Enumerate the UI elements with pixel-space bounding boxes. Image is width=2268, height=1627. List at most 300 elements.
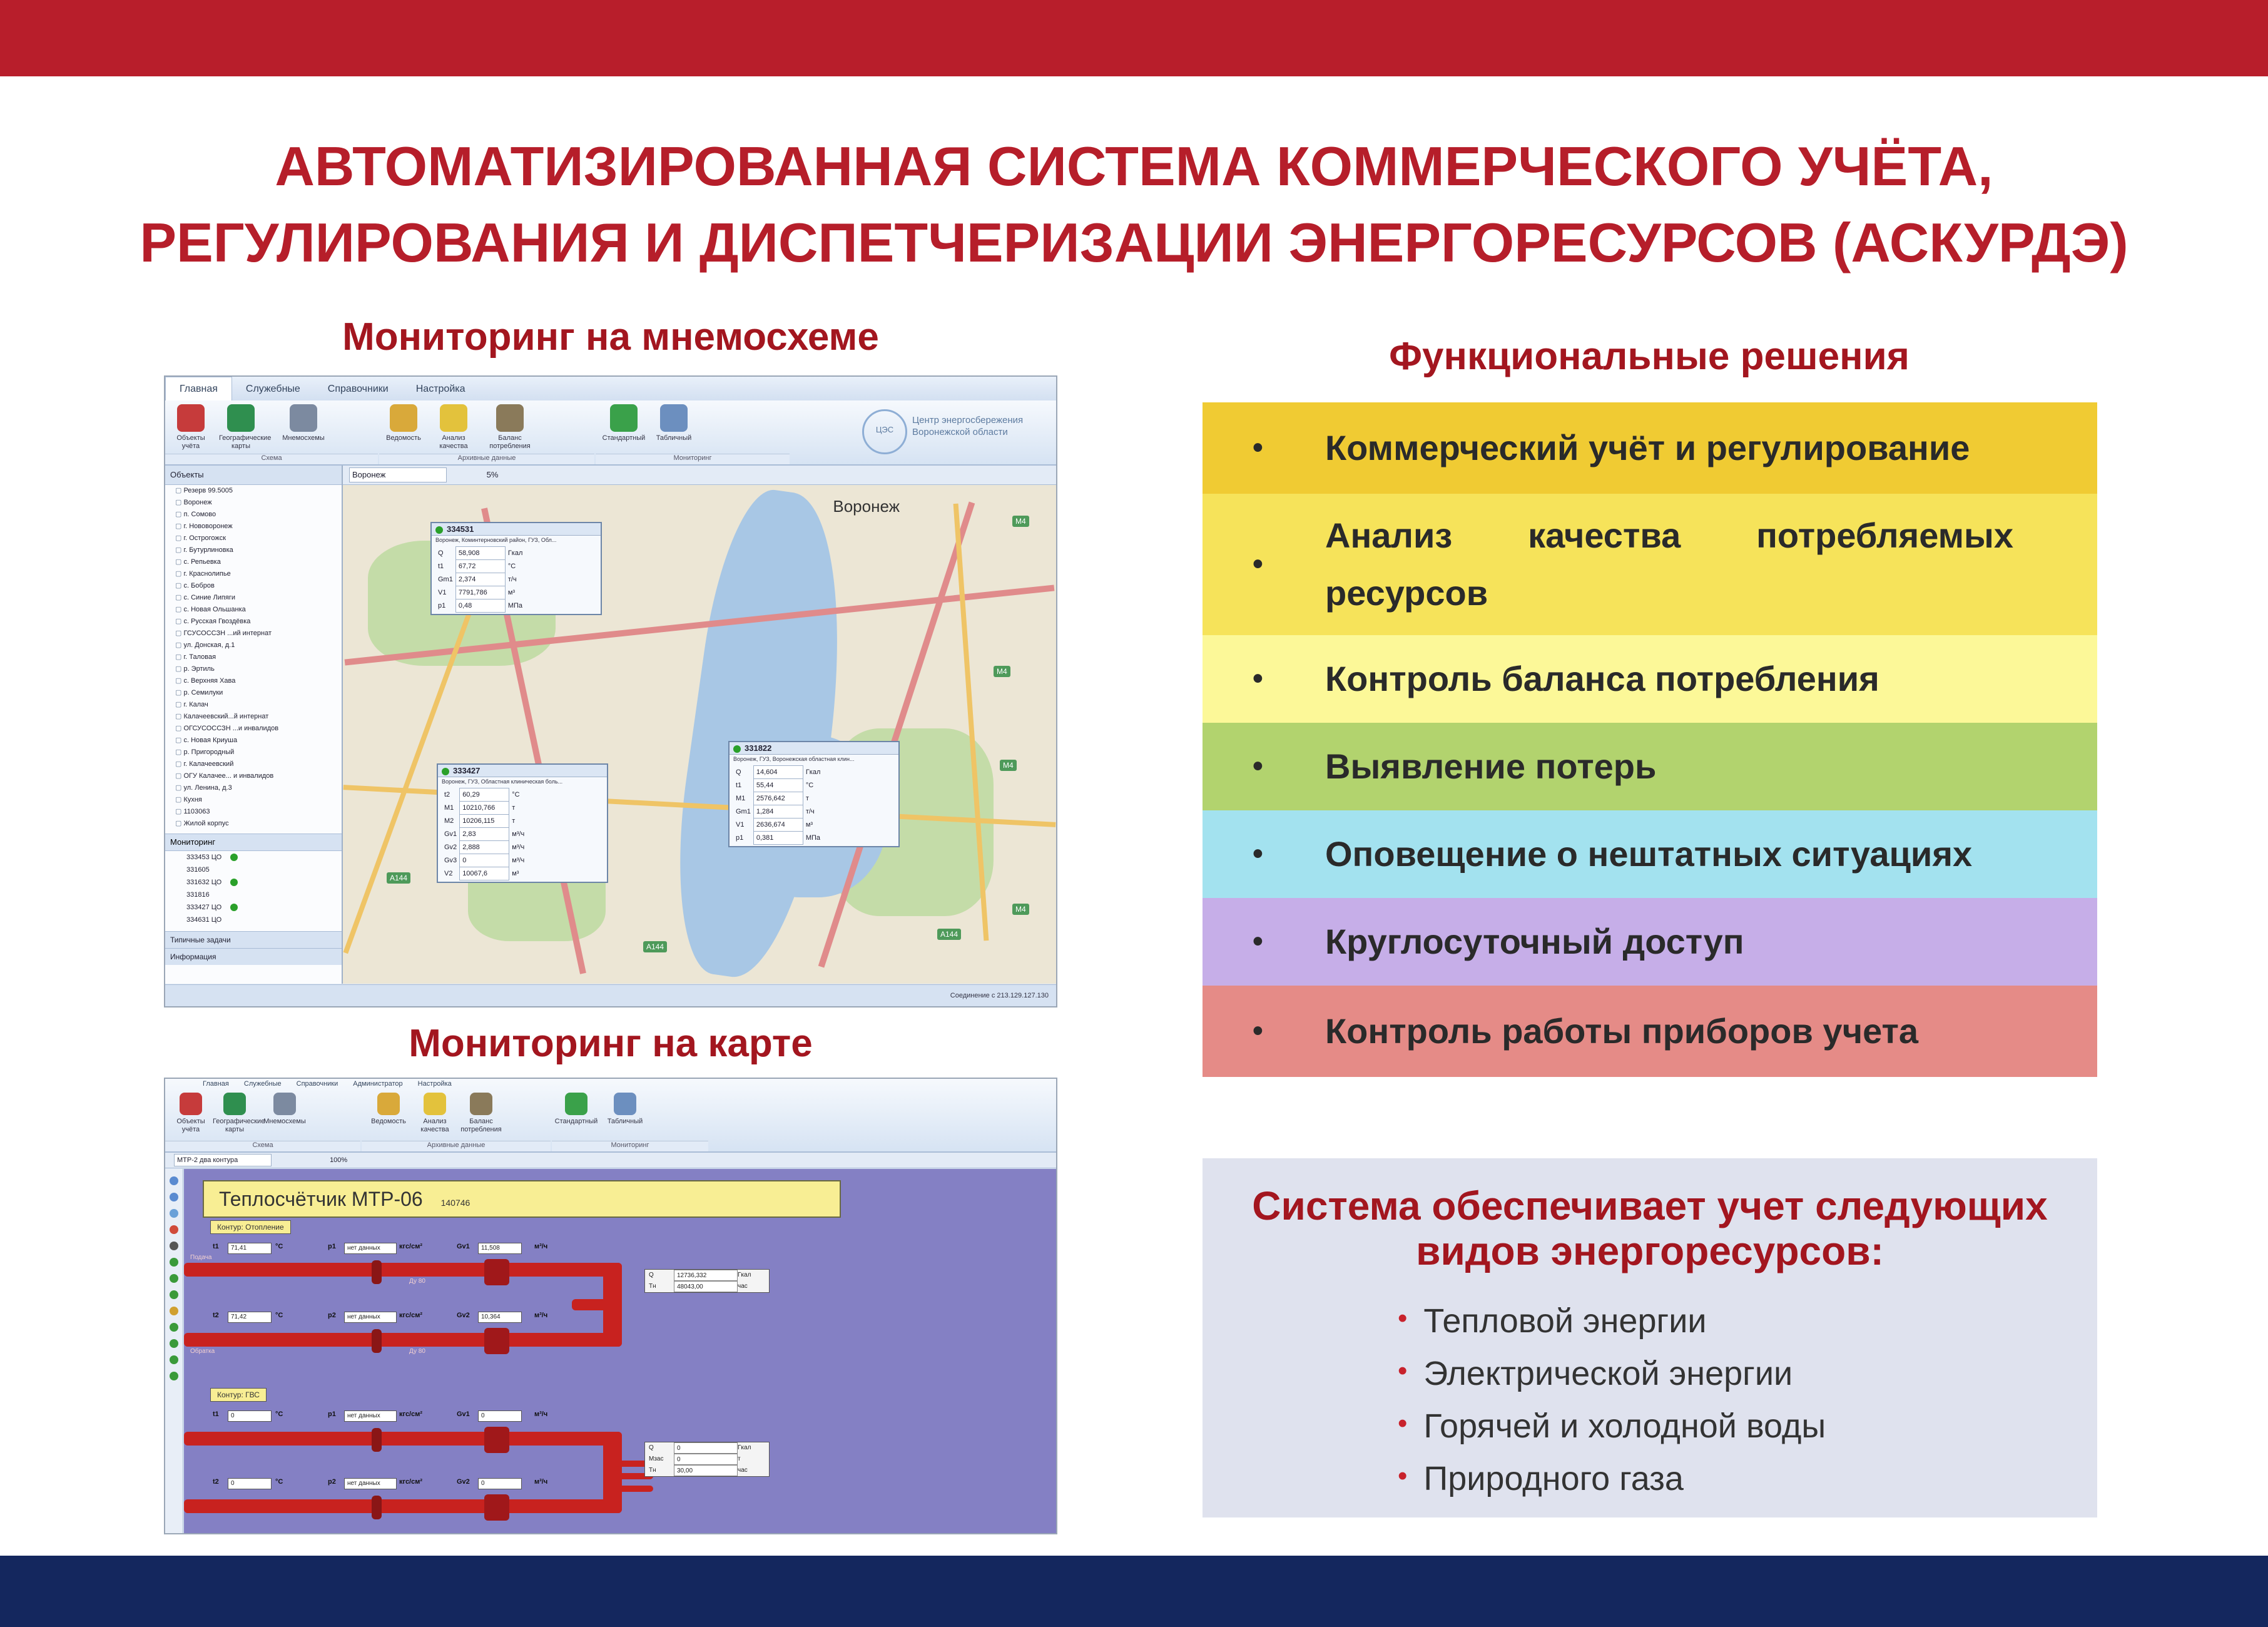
param-unit: °С <box>805 782 814 789</box>
tree-item[interactable]: ▢ с. Репьевка <box>165 556 342 568</box>
objects-icon <box>177 404 205 432</box>
flow-label: Gv1 <box>457 1243 470 1250</box>
pipe-label-return: Обратка <box>190 1348 215 1355</box>
title-line-2: РЕГУЛИРОВАНИЯ И ДИСПЕТЧЕРИЗАЦИИ ЭНЕРГОРЕСУРСОВ (АСКУРДЭ) <box>140 212 2128 273</box>
road-label: М4 <box>994 666 1010 677</box>
temp-value: 71,41 <box>228 1243 272 1254</box>
map-section-title: Мониторинг на карте <box>409 1022 813 1065</box>
tree-item[interactable]: ▢ г. Таловая <box>165 651 342 663</box>
flow-value: 0 <box>478 1410 522 1422</box>
map-view[interactable] <box>343 466 1056 984</box>
info-tab[interactable]: Информация <box>165 948 342 965</box>
meter-value-row <box>435 547 525 560</box>
energy-resources-box <box>1203 1158 2097 1517</box>
meter-card[interactable] <box>728 741 900 847</box>
param-value: 67,72 <box>455 560 505 573</box>
ribbon-button[interactable] <box>169 1093 213 1134</box>
meter-id: 333427 <box>453 766 481 775</box>
tab-service[interactable]: Служебные <box>245 384 300 394</box>
meter-value-row <box>733 832 823 845</box>
param-value: 2576,642 <box>753 792 803 805</box>
ribbon-button-label: Стандартный <box>554 1118 598 1125</box>
param-value: 2,83 <box>460 828 509 841</box>
solution-item <box>1203 898 2097 986</box>
ribbon-button-label: Анализ качества <box>420 1118 449 1133</box>
tab-settings[interactable]: Настройка <box>417 1080 452 1088</box>
supply-pipe <box>184 1263 622 1277</box>
tab-references[interactable]: Справочники <box>327 384 389 394</box>
monitoring-item-label: 334631 ЦО <box>186 916 222 924</box>
monitoring-item[interactable] <box>165 914 342 926</box>
param-unit: м³ <box>805 821 813 829</box>
ribbon-button[interactable] <box>554 1093 598 1126</box>
param-value: 10067,6 <box>460 867 509 880</box>
solution-item <box>1203 810 2097 898</box>
param-unit: м³/ч <box>512 857 525 864</box>
param-name: Gm1 <box>438 576 453 583</box>
flow-meter-icon <box>484 1427 509 1453</box>
bullet-icon: • <box>1253 925 1263 958</box>
param-value: 55,44 <box>753 779 803 792</box>
ribbon-button-icon <box>424 1093 446 1115</box>
ribbon-button[interactable] <box>263 1093 307 1126</box>
summary-label: Q <box>649 1272 654 1278</box>
summary-row <box>645 1270 769 1281</box>
road-label: М4 <box>1012 516 1029 527</box>
ribbon-button[interactable] <box>602 404 646 442</box>
param-unit: т <box>805 795 809 802</box>
ribbon-button-label: Географические карты <box>213 1118 265 1133</box>
param-name: Gv1 <box>444 830 457 838</box>
param-value: 10206,115 <box>460 815 509 828</box>
status-ok-icon <box>230 904 238 911</box>
param-name: p1 <box>438 602 446 609</box>
kontur-hw-label: Контур: ГВС <box>210 1388 267 1402</box>
meter-value-row <box>442 788 527 802</box>
summary-box <box>644 1269 770 1293</box>
ribbon-button[interactable] <box>169 404 213 451</box>
meter-card-header <box>438 765 607 777</box>
flow-label: Gv1 <box>457 1410 470 1418</box>
summary-row <box>645 1281 769 1292</box>
ribbon-group-archive: Архивные данные <box>379 454 594 464</box>
monitoring-item[interactable] <box>165 876 342 889</box>
summary-value: 30,00 <box>674 1465 738 1476</box>
scheme-toolbar <box>165 1153 1056 1168</box>
energy-item <box>1398 1401 1826 1454</box>
solution-item <box>1203 723 2097 810</box>
ribbon-button[interactable] <box>282 404 325 442</box>
monitoring-item-label: 333427 ЦО <box>186 904 222 911</box>
ribbon-button[interactable] <box>382 404 425 442</box>
ribbon-button-icon <box>377 1093 400 1115</box>
tree-item[interactable]: ▢ с. Бобров <box>165 580 342 592</box>
ribbon-button-icon <box>614 1093 636 1115</box>
tab-settings[interactable]: Настройка <box>415 384 465 394</box>
bullet-icon: • <box>1253 662 1263 695</box>
river <box>660 483 864 984</box>
energy-label: Горячей и холодной воды <box>1423 1407 1826 1445</box>
param-value: 0,48 <box>455 599 505 613</box>
tree-item[interactable]: ▢ ул. Донская, д.1 <box>165 640 342 651</box>
meter-value-row <box>442 841 527 854</box>
scheme-select[interactable]: МТР-2 два контура <box>174 1154 272 1166</box>
meter-values-table <box>435 546 525 613</box>
ribbon-button[interactable] <box>413 1093 457 1134</box>
bullet-icon: • <box>1253 837 1263 870</box>
map-monitoring-screenshot <box>164 375 1057 1007</box>
tab-service[interactable]: Служебные <box>243 1080 282 1088</box>
ribbon-button-label: Табличный <box>607 1118 643 1125</box>
param-unit: МПа <box>507 602 523 609</box>
meter-value-row <box>442 802 527 815</box>
param-value: 2,888 <box>460 841 509 854</box>
ribbon-button[interactable] <box>432 404 475 451</box>
temp-unit: °С <box>275 1312 283 1319</box>
objects-tree <box>165 485 342 830</box>
pressure-unit: кгс/см² <box>399 1478 423 1486</box>
mnemo-section-title: Мониторинг на мнемосхеме <box>342 315 879 359</box>
param-value: 0,381 <box>753 832 803 845</box>
mnemoscheme <box>184 1169 1056 1533</box>
pressure-value: нет данных <box>344 1410 397 1422</box>
meter-value-row <box>733 819 823 832</box>
temp-label: t2 <box>213 1312 219 1319</box>
flow-value: 10,364 <box>478 1312 522 1323</box>
flow-unit: м³/ч <box>534 1243 548 1250</box>
summary-value: 0 <box>674 1442 738 1454</box>
ribbon-button[interactable] <box>213 1093 265 1134</box>
param-value: 10210,766 <box>460 802 509 815</box>
param-name: V1 <box>438 589 447 596</box>
kontur-heating-label: Контур: Отопление <box>210 1220 291 1234</box>
tree-item[interactable]: ▢ ОГСУСОССЗН ...и инвалидов <box>165 723 342 735</box>
tree-item[interactable]: ▢ Воронеж <box>165 497 342 509</box>
summary-value: 12736,332 <box>674 1270 738 1281</box>
energy-title-line-2: видов энергоресурсов: <box>1416 1228 1884 1273</box>
meter-value-row <box>435 573 525 586</box>
top-accent-bar <box>0 0 2268 76</box>
meter-card[interactable] <box>430 522 602 615</box>
pipe-dn: Ду 80 <box>409 1348 425 1355</box>
meter-value-row <box>435 560 525 573</box>
meter-values-table <box>733 765 823 845</box>
solution-item <box>1203 402 2097 494</box>
status-ok-icon <box>230 854 238 861</box>
temp-label: t2 <box>213 1478 219 1486</box>
ribbon <box>165 1079 1056 1153</box>
temp-label: t1 <box>213 1243 219 1250</box>
tree-item[interactable]: ▢ ОГУ Калачее... и инвалидов <box>165 770 342 782</box>
fan-icon <box>290 404 317 432</box>
solution-label: Оповещение о нештатных ситуациях <box>1325 834 1973 874</box>
riser-pipe <box>603 1432 622 1513</box>
mnemo-monitoring-screenshot <box>164 1078 1057 1534</box>
flow-value: 0 <box>478 1478 522 1489</box>
param-value: 14,604 <box>753 766 803 779</box>
ribbon-button-label: Объекты учёта <box>176 434 205 450</box>
ribbon-button-label: Географические карты <box>219 434 272 450</box>
param-unit: м³ <box>512 870 519 877</box>
city-label: Воронеж <box>833 497 900 516</box>
monitoring-item[interactable] <box>165 864 342 876</box>
tree-item[interactable]: ▢ ул. Ленина, д.3 <box>165 782 342 794</box>
param-unit: МПа <box>805 834 821 842</box>
refresh-icon <box>610 404 638 432</box>
param-name: V1 <box>736 821 745 829</box>
solution-label: Коммерческий учёт и регулирование <box>1325 428 1970 467</box>
zoom-level[interactable]: 100% <box>330 1156 348 1164</box>
tool-strip <box>165 1169 183 1533</box>
ribbon-button-label: Объекты учёта <box>176 1118 205 1133</box>
meter-card-header <box>730 742 898 755</box>
return-pipe <box>184 1499 622 1513</box>
param-unit: т <box>512 804 516 812</box>
summary-row <box>645 1454 769 1465</box>
ribbon-button[interactable] <box>603 1093 647 1126</box>
tab-main[interactable]: Главная <box>203 1080 229 1088</box>
temp-unit: °С <box>275 1243 283 1250</box>
ribbon-group-scheme: Схема <box>165 1141 360 1151</box>
ribbon-group-scheme: Схема <box>165 454 378 464</box>
summary-unit: час <box>738 1283 748 1290</box>
ribbon-group-monitoring: Мониторинг <box>596 454 790 464</box>
bullet-icon: • <box>1398 1408 1408 1439</box>
tab-admin[interactable]: Администратор <box>353 1080 403 1088</box>
meter-card[interactable] <box>437 763 608 883</box>
tree-item[interactable]: ▢ с. Новая Ольшанка <box>165 604 342 616</box>
tree-item[interactable]: ▢ Резерв 99.5005 <box>165 485 342 497</box>
meter-value-row <box>733 779 823 792</box>
flow-label: Gv2 <box>457 1312 470 1319</box>
param-value: 58,908 <box>455 547 505 560</box>
summary-label: Tн <box>649 1467 656 1474</box>
meter-id: 331822 <box>745 743 772 753</box>
flow-meter-icon <box>484 1259 509 1285</box>
meter-value-row <box>733 766 823 779</box>
param-unit: м³/ч <box>512 830 525 838</box>
summary-label: Q <box>649 1444 654 1451</box>
ribbon-button[interactable] <box>219 404 272 451</box>
return-pipe <box>184 1333 622 1347</box>
temp-unit: °С <box>275 1478 283 1486</box>
solution-item <box>1203 494 2097 635</box>
param-unit: т/ч <box>507 576 517 583</box>
functional-section-title: Функциональные решения <box>1389 335 1909 378</box>
tree-item[interactable]: ▢ г. Краснолипье <box>165 568 342 580</box>
supply-pipe <box>184 1432 622 1446</box>
param-value: 2,374 <box>455 573 505 586</box>
title-line-1: АВТОМАТИЗИРОВАННАЯ СИСТЕМА КОММЕРЧЕСКОГО УЧЁТА, <box>275 135 1993 197</box>
ribbon-button-label: Стандартный <box>602 434 646 442</box>
bulb-icon <box>390 404 417 432</box>
energy-label: Природного газа <box>1423 1460 1684 1497</box>
temp-value: 0 <box>228 1410 272 1422</box>
bullet-icon: • <box>1398 1355 1408 1386</box>
meter-card-header <box>432 523 601 536</box>
meter-value-row <box>442 867 527 880</box>
pressure-value: нет данных <box>344 1312 397 1323</box>
flow-label: Gv2 <box>457 1478 470 1486</box>
param-name: t1 <box>438 563 444 570</box>
tree-item[interactable]: ▢ Калачеевский...й интернат <box>165 711 342 723</box>
ribbon-tabs <box>165 377 1056 401</box>
pressure-label: p1 <box>328 1243 336 1250</box>
objects-panel-header: Объекты <box>165 466 342 485</box>
summary-unit: Гкал <box>738 1272 751 1278</box>
ribbon-button[interactable] <box>459 1093 503 1134</box>
tree-item[interactable]: ▢ ГСУСОССЗН ...ий интернат <box>165 628 342 640</box>
valve-icon <box>372 1496 382 1519</box>
bullet-icon: • <box>1398 1461 1408 1491</box>
valve-icon <box>372 1260 382 1284</box>
status-ok-icon <box>230 879 238 886</box>
param-name: Gm1 <box>736 808 751 815</box>
meter-value-row <box>442 815 527 828</box>
param-name: Q <box>438 549 444 557</box>
param-name: M1 <box>736 795 746 802</box>
monitoring-item[interactable] <box>165 851 342 864</box>
ribbon-group-monitoring: Мониторинг <box>552 1141 708 1151</box>
tree-item[interactable]: ▢ Кухня <box>165 794 342 806</box>
device-serial: 140746 <box>440 1198 470 1208</box>
meter-values-table <box>442 788 527 880</box>
tree-item[interactable]: ▢ 1103063 <box>165 806 342 818</box>
energy-item <box>1398 1349 1826 1401</box>
tree-item[interactable]: ▢ р. Пригородный <box>165 747 342 758</box>
ribbon-button[interactable] <box>367 1093 410 1126</box>
temp-value: 71,42 <box>228 1312 272 1323</box>
status-ok-icon <box>733 745 741 753</box>
tree-item[interactable]: ▢ Жилой корпус <box>165 818 342 830</box>
pressure-label: p2 <box>328 1478 336 1486</box>
pressure-unit: кгс/см² <box>399 1312 423 1319</box>
tab-main[interactable]: Главная <box>165 377 232 401</box>
tree-item[interactable]: ▢ г. Бутурлиновка <box>165 544 342 556</box>
tree-item[interactable]: ▢ г. Калачеевский <box>165 758 342 770</box>
tree-item[interactable]: ▢ р. Семилуки <box>165 687 342 699</box>
param-unit: м³/ч <box>512 844 525 851</box>
param-value: 60,29 <box>460 788 509 802</box>
ribbon <box>165 400 1056 466</box>
meter-value-row <box>435 586 525 599</box>
typical-tasks-tab[interactable]: Типичные задачи <box>165 931 342 948</box>
ribbon-button[interactable] <box>488 404 532 451</box>
ribbon-button[interactable] <box>652 404 696 442</box>
tab-references[interactable]: Справочники <box>296 1080 338 1088</box>
solution-item <box>1203 986 2097 1077</box>
ribbon-button-icon <box>565 1093 587 1115</box>
pipe-label-supply: Подача <box>190 1254 212 1261</box>
meter-value-row <box>733 792 823 805</box>
flow-unit: м³/ч <box>534 1478 548 1486</box>
meter-address: Воронеж, ГУЗ, Областная клиническая боль... <box>442 778 563 785</box>
param-unit: Гкал <box>805 768 821 776</box>
param-unit: т <box>512 817 516 825</box>
param-name: M2 <box>444 817 454 825</box>
tree-item[interactable]: ▢ с. Синие Липяги <box>165 592 342 604</box>
param-name: M1 <box>444 804 454 812</box>
tree-item[interactable]: ▢ с. Новая Криуша <box>165 735 342 747</box>
flow-meter-icon <box>484 1494 509 1521</box>
monitoring-item-label: 331632 ЦО <box>186 879 222 886</box>
location-select[interactable]: Воронеж <box>349 467 447 482</box>
globe-icon <box>227 404 255 432</box>
param-name: V2 <box>444 870 453 877</box>
ribbon-group-archive: Архивные данные <box>362 1141 551 1151</box>
page-title <box>0 128 2268 281</box>
zoom-level[interactable]: 5% <box>486 470 499 479</box>
bullet-icon: • <box>1253 548 1263 581</box>
tree-item[interactable]: ▢ п. Сомово <box>165 509 342 521</box>
bullet-icon: • <box>1253 1014 1263 1048</box>
ribbon-button-label: Мнемосхемы <box>282 434 325 442</box>
param-unit: Гкал <box>507 549 523 557</box>
pressure-label: p1 <box>328 1410 336 1418</box>
tree-item[interactable]: ▢ с. Верхняя Хава <box>165 675 342 687</box>
tree-item[interactable]: ▢ с. Русская Гвоздёвка <box>165 616 342 628</box>
star-icon <box>440 404 467 432</box>
flow-unit: м³/ч <box>534 1312 548 1319</box>
status-bar: Соединение с 213.129.127.130 <box>165 984 1056 1006</box>
param-unit: °С <box>507 563 516 570</box>
valve-icon <box>372 1329 382 1353</box>
road-label: М4 <box>1012 904 1029 915</box>
scales-icon <box>496 404 524 432</box>
ribbon-button-label: Мнемосхемы <box>263 1118 306 1125</box>
monitoring-item-label: 333453 ЦО <box>186 854 222 861</box>
summary-row <box>645 1465 769 1476</box>
monitoring-item-label: 331605 <box>186 866 210 874</box>
objects-panel <box>165 466 343 984</box>
param-value: 0 <box>460 854 509 867</box>
solution-label: Контроль баланса потребления <box>1325 659 1879 698</box>
param-unit: м³ <box>507 589 516 596</box>
meter-value-row <box>435 599 525 613</box>
solution-label: Круглосуточный доступ <box>1325 922 1744 961</box>
monitoring-item[interactable] <box>165 901 342 914</box>
bullet-icon: • <box>1253 750 1263 783</box>
ribbon-button-label: Табличный <box>656 434 692 442</box>
summary-unit: час <box>738 1467 748 1474</box>
flow-value: 11,508 <box>478 1243 522 1254</box>
bullet-icon: • <box>1398 1303 1408 1334</box>
meter-address: Воронеж, Коминтерновский район, ГУЗ, Обл... <box>435 537 557 543</box>
solution-item <box>1203 635 2097 723</box>
tree-item[interactable]: ▢ г. Калач <box>165 699 342 711</box>
logo-emblem-icon: ЦЭС <box>862 409 907 454</box>
param-name: t2 <box>444 791 450 798</box>
ribbon-button-icon <box>223 1093 246 1115</box>
monitoring-item[interactable] <box>165 889 342 901</box>
param-name: Q <box>736 768 741 776</box>
param-value: 1,284 <box>753 805 803 819</box>
ribbon-button-icon <box>180 1093 202 1115</box>
ribbon-button-label: Баланс потребления <box>460 1118 502 1133</box>
meter-address: Воронеж, ГУЗ, Воронежская областная клин... <box>733 756 855 762</box>
ribbon-button-label: Ведомость <box>371 1118 406 1125</box>
logo-text: Центр энергосбережения Воронежской области <box>912 415 1024 437</box>
param-name: t1 <box>736 782 742 789</box>
summary-value: 48043,00 <box>674 1281 738 1292</box>
tree-item[interactable]: ▢ г. Нововоронеж <box>165 521 342 533</box>
solution-label: Контроль работы приборов учета <box>1325 1011 1919 1051</box>
tree-item[interactable]: ▢ р. Эртиль <box>165 663 342 675</box>
tree-item[interactable]: ▢ г. Острогожск <box>165 533 342 544</box>
temp-label: t1 <box>213 1410 219 1418</box>
energy-title-line-1: Система обеспечивает учет следующих <box>1252 1183 2048 1228</box>
energy-item <box>1398 1296 1826 1349</box>
